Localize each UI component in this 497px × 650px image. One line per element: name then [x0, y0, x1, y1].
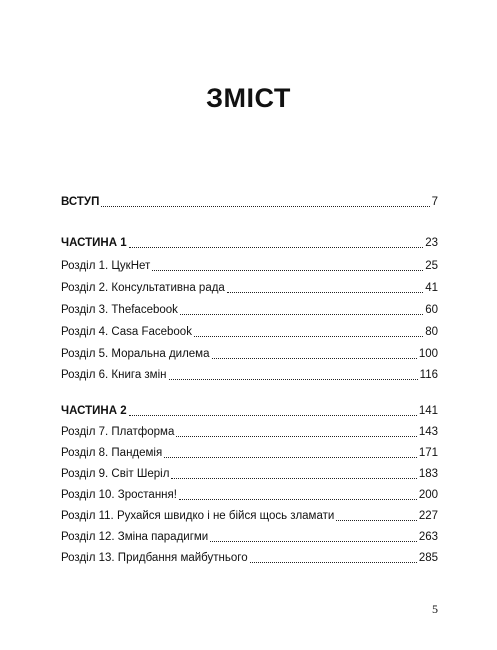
toc-entry-chapter-2 — [61, 280, 438, 296]
toc-dot-leader — [129, 246, 424, 248]
toc-entry-label: ЧАСТИНА 2 — [61, 405, 127, 417]
toc-entry-page: 227 — [418, 510, 438, 522]
toc-entry-page: 60 — [425, 304, 438, 316]
toc-entry-page: 183 — [418, 468, 438, 480]
toc-entry-chapter-6 — [61, 367, 438, 383]
toc-dot-leader — [171, 477, 416, 479]
toc-entry-page: 143 — [418, 426, 438, 438]
toc-entry-label: Розділ 1. ЦукНет — [61, 260, 151, 272]
toc-entry-part-2 — [61, 403, 438, 419]
toc-dot-leader — [164, 456, 417, 458]
toc-dot-leader — [129, 414, 417, 416]
toc-dot-leader — [250, 561, 417, 563]
toc-entry-chapter-13 — [61, 550, 438, 566]
toc-entry-chapter-1 — [61, 258, 438, 274]
toc-entry-label: Розділ 8. Пандемія — [61, 447, 163, 459]
page-title: ЗМІСТ — [206, 83, 291, 113]
toc-entry-label: Розділ 5. Моральна дилема — [61, 348, 210, 360]
toc-entry-intro — [61, 194, 438, 210]
toc-entry-page: 263 — [418, 531, 438, 543]
toc-dot-leader — [212, 357, 417, 359]
toc-dot-leader — [227, 291, 423, 293]
toc-entry-page: 23 — [425, 237, 438, 249]
toc-dot-leader — [152, 269, 423, 271]
toc-entry-chapter-7 — [61, 424, 438, 440]
toc-entry-chapter-10 — [61, 487, 438, 503]
toc-dot-leader — [179, 498, 417, 500]
toc-dot-leader — [210, 540, 417, 542]
toc-entry-chapter-12 — [61, 529, 438, 545]
toc-entry-label: Розділ 2. Консультативна рада — [61, 282, 225, 294]
toc-entry-label: Розділ 10. Зростання! — [61, 489, 177, 501]
toc-entry-page: 171 — [418, 447, 438, 459]
toc-entry-page: 116 — [419, 369, 438, 381]
toc-dot-leader — [336, 519, 417, 521]
toc-dot-leader — [169, 378, 418, 380]
toc-entry-chapter-11 — [61, 508, 438, 524]
toc-entry-chapter-9 — [61, 466, 438, 482]
toc-entry-page: 80 — [425, 326, 438, 338]
toc-entry-page: 41 — [425, 282, 438, 294]
toc-entry-chapter-4 — [61, 324, 438, 340]
toc-entry-label: Розділ 6. Книга змін — [61, 369, 167, 381]
toc-entry-page: 100 — [418, 348, 438, 360]
toc-entry-page: 7 — [431, 196, 438, 208]
toc-entry-page: 25 — [425, 260, 438, 272]
toc-entry-label: Розділ 3. Thefacebook — [61, 304, 178, 316]
toc-dot-leader — [101, 205, 429, 207]
toc-dot-leader — [194, 335, 423, 337]
toc-entry-chapter-8 — [61, 445, 438, 461]
toc-entry-chapter-5 — [61, 346, 438, 362]
toc-dot-leader — [176, 435, 416, 437]
page-number: 5 — [432, 602, 438, 616]
toc-entry-label: Розділ 12. Зміна парадигми — [61, 531, 209, 543]
toc-entry-page: 141 — [418, 405, 438, 417]
toc-entry-page: 285 — [418, 552, 438, 564]
toc-entry-label: Розділ 13. Придбання майбутнього — [61, 552, 248, 564]
toc-entry-label: ЧАСТИНА 1 — [61, 237, 127, 249]
toc-entry-label: ВСТУП — [61, 196, 100, 208]
toc-entry-chapter-3 — [61, 302, 438, 318]
toc-entry-label: Розділ 9. Світ Шеріл — [61, 468, 170, 480]
toc-entry-page: 200 — [418, 489, 438, 501]
toc-entry-label: Розділ 11. Рухайся швидко і не бійся щось зламати — [61, 510, 335, 522]
toc-entry-part-1 — [61, 235, 438, 251]
toc-entry-label: Розділ 4. Casa Facebook — [61, 326, 192, 338]
toc-entry-label: Розділ 7. Платформа — [61, 426, 175, 438]
toc-dot-leader — [180, 313, 423, 315]
